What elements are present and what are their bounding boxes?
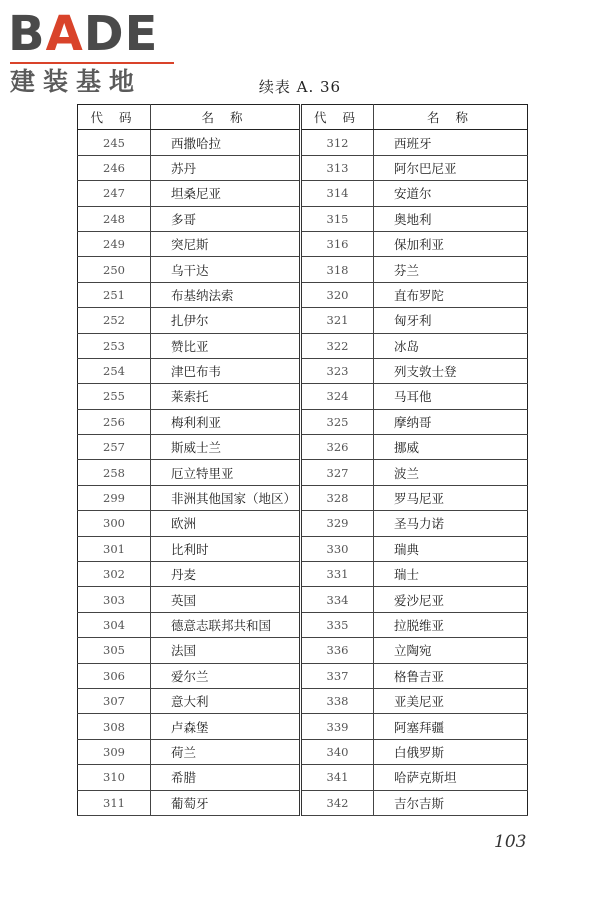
header-name-right: 名 称 [374,105,528,130]
right-name-cell: 保加利亚 [374,231,528,256]
right-code-cell: 342 [301,790,374,815]
left-name-cell: 赞比亚 [151,333,301,358]
left-code-cell: 309 [78,739,151,764]
right-name-cell: 哈萨克斯坦 [374,765,528,790]
left-name-cell: 爱尔兰 [151,663,301,688]
right-name-cell: 马耳他 [374,384,528,409]
right-name-cell: 拉脱维亚 [374,612,528,637]
header-code-right: 代 码 [301,105,374,130]
table-row [78,384,528,409]
table-row [78,282,528,307]
left-name-cell: 布基纳法索 [151,282,301,307]
left-code-cell: 303 [78,587,151,612]
table-row [78,181,528,206]
right-code-cell: 331 [301,562,374,587]
table-row [78,663,528,688]
right-name-cell: 奥地利 [374,206,528,231]
right-name-cell: 西班牙 [374,130,528,155]
left-name-cell: 欧洲 [151,511,301,536]
right-name-cell: 立陶宛 [374,638,528,663]
left-code-cell: 252 [78,308,151,333]
right-name-cell: 匈牙利 [374,308,528,333]
left-name-cell: 乌干达 [151,257,301,282]
logo-rule [10,62,174,64]
left-name-cell: 扎伊尔 [151,308,301,333]
logo-wordmark: BADE [8,6,159,62]
left-name-cell: 比利时 [151,536,301,561]
table-row [78,790,528,815]
right-name-cell: 安道尔 [374,181,528,206]
right-name-cell: 白俄罗斯 [374,739,528,764]
right-code-cell: 315 [301,206,374,231]
right-code-cell: 330 [301,536,374,561]
table-row [78,739,528,764]
left-code-cell: 255 [78,384,151,409]
right-code-cell: 324 [301,384,374,409]
left-code-cell: 306 [78,663,151,688]
right-name-cell: 瑞典 [374,536,528,561]
table-row [78,714,528,739]
right-code-cell: 326 [301,435,374,460]
left-name-cell: 津巴布韦 [151,358,301,383]
right-name-cell: 列支敦士登 [374,358,528,383]
table-row [78,409,528,434]
left-name-cell: 梅利利亚 [151,409,301,434]
left-code-cell: 249 [78,231,151,256]
table-row [78,765,528,790]
right-name-cell: 波兰 [374,460,528,485]
left-code-cell: 305 [78,638,151,663]
left-name-cell: 斯威士兰 [151,435,301,460]
table-row [78,231,528,256]
table-row [78,257,528,282]
table-row [78,536,528,561]
left-code-cell: 247 [78,181,151,206]
left-name-cell: 莱索托 [151,384,301,409]
table-row [78,308,528,333]
left-code-cell: 245 [78,130,151,155]
table-row [78,435,528,460]
left-code-cell: 256 [78,409,151,434]
right-code-cell: 340 [301,739,374,764]
left-code-cell: 299 [78,485,151,510]
left-code-cell: 301 [78,536,151,561]
right-code-cell: 329 [301,511,374,536]
table-row [78,562,528,587]
left-code-cell: 300 [78,511,151,536]
right-code-cell: 328 [301,485,374,510]
right-name-cell: 芬兰 [374,257,528,282]
table-row [78,511,528,536]
right-code-cell: 312 [301,130,374,155]
left-name-cell: 卢森堡 [151,714,301,739]
page-number: 103 [494,832,527,852]
header-code-left: 代 码 [78,105,151,130]
right-code-cell: 325 [301,409,374,434]
right-name-cell: 直布罗陀 [374,282,528,307]
right-code-cell: 334 [301,587,374,612]
right-code-cell: 341 [301,765,374,790]
right-name-cell: 挪威 [374,435,528,460]
right-code-cell: 320 [301,282,374,307]
right-name-cell: 亚美尼亚 [374,688,528,713]
right-name-cell: 格鲁吉亚 [374,663,528,688]
right-name-cell: 圣马力诺 [374,511,528,536]
left-name-cell: 法国 [151,638,301,663]
right-name-cell: 阿尔巴尼亚 [374,155,528,180]
left-code-cell: 304 [78,612,151,637]
left-name-cell: 葡萄牙 [151,790,301,815]
table-row [78,206,528,231]
left-code-cell: 248 [78,206,151,231]
left-code-cell: 253 [78,333,151,358]
code-table [77,104,527,816]
left-code-cell: 307 [78,688,151,713]
table-row [78,130,528,155]
left-code-cell: 311 [78,790,151,815]
table-header-row [78,105,528,130]
table-row [78,333,528,358]
left-name-cell: 德意志联邦共和国 [151,612,301,637]
table-row [78,638,528,663]
left-name-cell: 苏丹 [151,155,301,180]
left-name-cell: 多哥 [151,206,301,231]
left-name-cell: 英国 [151,587,301,612]
right-name-cell: 阿塞拜疆 [374,714,528,739]
left-name-cell: 厄立特里亚 [151,460,301,485]
right-code-cell: 322 [301,333,374,358]
header-name-left: 名 称 [151,105,301,130]
right-name-cell: 摩纳哥 [374,409,528,434]
left-name-cell: 非洲其他国家（地区） [151,485,301,510]
table-row [78,155,528,180]
right-code-cell: 313 [301,155,374,180]
logo-subtitle: 建装基地 [10,67,143,96]
table-caption: 续表 A. 36 [258,78,342,96]
left-name-cell: 意大利 [151,688,301,713]
left-code-cell: 250 [78,257,151,282]
right-code-cell: 336 [301,638,374,663]
right-code-cell: 338 [301,688,374,713]
right-name-cell: 吉尔吉斯 [374,790,528,815]
right-code-cell: 323 [301,358,374,383]
right-name-cell: 爱沙尼亚 [374,587,528,612]
right-name-cell: 罗马尼亚 [374,485,528,510]
table-row [78,358,528,383]
left-name-cell: 坦桑尼亚 [151,181,301,206]
left-name-cell: 西撒哈拉 [151,130,301,155]
right-code-cell: 314 [301,181,374,206]
left-code-cell: 254 [78,358,151,383]
left-name-cell: 希腊 [151,765,301,790]
right-code-cell: 321 [301,308,374,333]
right-name-cell: 瑞士 [374,562,528,587]
left-code-cell: 308 [78,714,151,739]
right-code-cell: 337 [301,663,374,688]
right-code-cell: 335 [301,612,374,637]
left-name-cell: 荷兰 [151,739,301,764]
left-code-cell: 246 [78,155,151,180]
left-code-cell: 251 [78,282,151,307]
left-code-cell: 257 [78,435,151,460]
right-code-cell: 339 [301,714,374,739]
right-code-cell: 318 [301,257,374,282]
table-row [78,612,528,637]
right-name-cell: 冰岛 [374,333,528,358]
left-code-cell: 302 [78,562,151,587]
table-row [78,688,528,713]
left-name-cell: 丹麦 [151,562,301,587]
right-code-cell: 327 [301,460,374,485]
table-row [78,485,528,510]
left-code-cell: 310 [78,765,151,790]
left-code-cell: 258 [78,460,151,485]
table-row [78,587,528,612]
right-code-cell: 316 [301,231,374,256]
table-row [78,460,528,485]
left-name-cell: 突尼斯 [151,231,301,256]
